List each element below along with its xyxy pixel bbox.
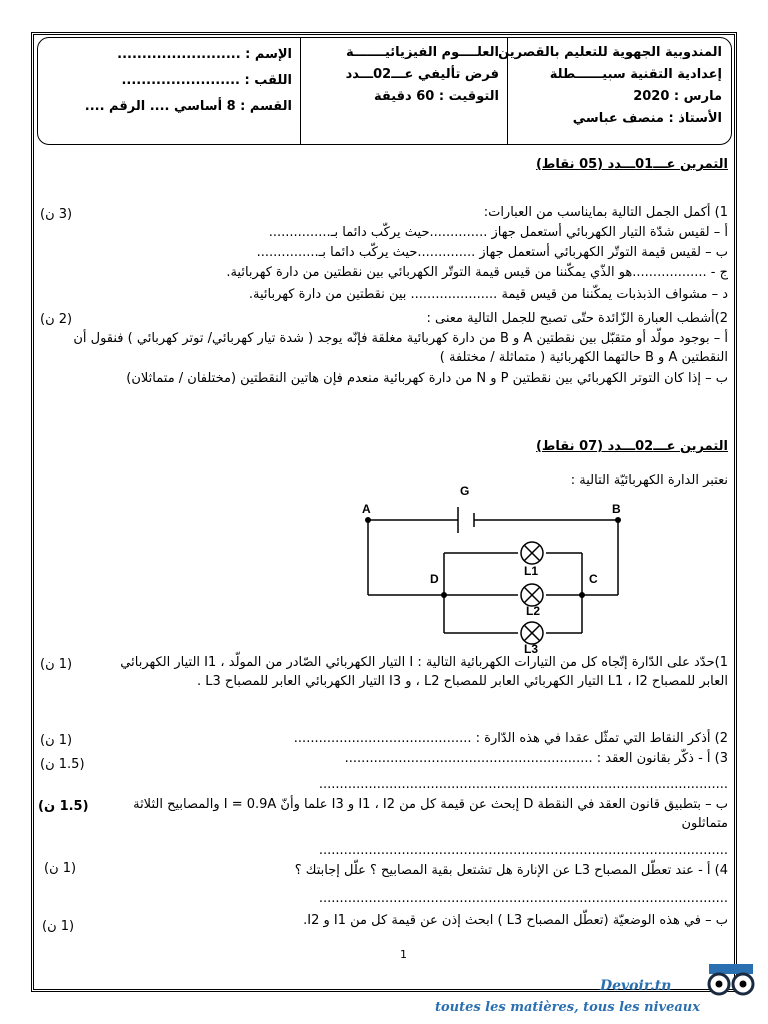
teacher-name: الأستاذ : منصف عباسي (572, 111, 722, 126)
lamp-l2 (521, 584, 543, 606)
student-last-name: اللقب : ........................ (121, 73, 292, 88)
ex2-q4b-points: (1 ن) (42, 919, 75, 934)
ex2-q1-points: (1 ن) (40, 657, 73, 672)
circuit-diagram (352, 485, 632, 655)
ex2-q2-points: (1 ن) (40, 733, 73, 748)
ex2-q3-answer-line: ................................................................................................... (318, 777, 728, 792)
ex1-q1c: ج - ..................هو الذّي يمكّننا من قيس قيمة التوتّر الكهربائي بين نقطتين من دارة كهربائية. (226, 265, 728, 280)
ex1-q2a: أ – بوجود مولّد أو متقبّل بين نقطتين A و B من دارة كهربائية مغلقة فإنّه يوجد ( شدة تيار كهربائي/ توتر كهربائي ) فنقول أن النقطتين A و B حالتهما الكهربائية ( متماثلة / مختلفة ) (73, 331, 728, 365)
ex2-q3b-points: (1.5 ن) (38, 799, 89, 814)
exam-type: فرض تأليفي عـــ02ـــدد (345, 67, 499, 82)
student-class: القسم : 8 أساسي .... الرقم .... (84, 99, 292, 114)
exercise-2-title: التمرين عـــ02ـــدد (07 نقاط) (535, 439, 728, 454)
ex2-q4: 4) أ - عند تعطّل المصباح L3 عن الإنارة هل تشتعل بقية المصابيح ؟ علّل إجابتك ؟ (294, 863, 728, 878)
lamp-l3 (521, 622, 543, 644)
glasses-logo-icon (705, 962, 757, 998)
ex2-q1: 1)حدّد على الدّارة إتّجاه كل من التيارات الكهربائية التالية : I التيار الكهربائي الصّادر من المولّد ، I1 التيار الكهربائي العابر للمصباح L1 ، I2 التيار الكهربائي العابر للمصباح L2 ، و I3 التيار الكهربائي العابر للمصباح L3 . (120, 655, 728, 689)
school-name: إعدادية التقنية سبيــــــطلة (549, 67, 722, 82)
ex2-q3: 3) أ - ذكّر بقانون العقد : ............................................................ (344, 751, 728, 766)
ex1-q2-points: (2 ن) (40, 312, 73, 327)
exam-header (37, 37, 732, 145)
school-info (498, 38, 730, 144)
label-b: B (612, 502, 621, 516)
ex2-q3-points: (1.5 ن) (40, 757, 85, 772)
exam-date: مارس : 2020 (633, 89, 722, 104)
exercise-1-title: التمرين عـــ01ـــدد (05 نقاط) (535, 157, 728, 172)
ex1-q2b: ب – إذا كان التوتر الكهربائي بين نقطتين P و N من دارة كهربائية منعدم فإن هاتين النقطتين (مختلفان / متماثلان) (126, 371, 728, 386)
label-g: G (460, 485, 470, 498)
ex2-q2: 2) أذكر النقاط التي تمثّل عقدا في هذه الدّارة : ........................................... (293, 731, 728, 746)
ex1-q1: 1) أكمل الجمل التالية بمايناسب من العبارات: (483, 205, 728, 220)
page-number: 1 (400, 948, 407, 961)
ex1-q1d: د – مشواف الذبذبات يمكّننا من قيس قيمة ..................... بين نقطتين من دارة كهربائية. (248, 287, 728, 302)
exam-info (300, 38, 508, 144)
exam-duration: التوقيت : 60 دقيقة (374, 89, 499, 104)
ex2-intro: نعتبر الدارة الكهربائيّة التالية : (570, 473, 728, 488)
lamp-l1 (521, 542, 543, 564)
ex2-q3b-answer-line: ................................................................................................... (318, 843, 728, 858)
node-a (365, 517, 371, 523)
label-a: A (362, 502, 371, 516)
ex1-q1a: أ – لقيس شدّة التيار الكهربائي أستعمل جهاز ..............حيث يركّب دائما بـ............... (268, 225, 728, 240)
footer-tagline: toutes les matières, tous les niveaux (434, 1000, 700, 1015)
student-first-name: الإسم : ......................... (117, 47, 292, 62)
region-name: المندوبية الجهوية للتعليم بالقصرين (498, 45, 722, 60)
label-l2: L2 (526, 604, 541, 618)
label-c: C (589, 572, 598, 586)
label-d: D (430, 572, 439, 586)
ex1-q2: 2)أشطب العبارة الزّائدة حتّى تصبح للجمل التالية معنى : (426, 311, 728, 326)
ex2-q4-answer-line: ................................................................................................... (318, 891, 728, 906)
ex2-q4b: ب – في هذه الوضعيّة (تعطّل المصباح L3 ) ابحث إذن عن قيمة كل من I1 و I2. (303, 913, 728, 928)
ex2-q3b: ب – بتطبيق قانون العقد في النقطة D إبحث عن قيمة كل من I1 ، I2 و I3 علما وأنّ I = 0.9A والمصابيح الثلاثة متماثلون (133, 797, 728, 831)
ex1-q1b: ب – لقيس قيمة التوتّر الكهربائي أستعمل جهاز ..............حيث يركّب دائما بـ............... (256, 245, 728, 260)
ex1-q1-points: (3 ن) (40, 207, 73, 222)
node-c (579, 592, 585, 598)
label-l1: L1 (524, 564, 539, 578)
node-b (615, 517, 621, 523)
subject: العلــــوم الفيزيائيـــــــة (346, 45, 499, 60)
node-d (441, 592, 447, 598)
ex2-q4-points: (1 ن) (44, 861, 77, 876)
label-l3: L3 (524, 642, 539, 655)
site-logo[interactable]: Devoir.tn (600, 978, 672, 994)
student-info (38, 38, 300, 144)
